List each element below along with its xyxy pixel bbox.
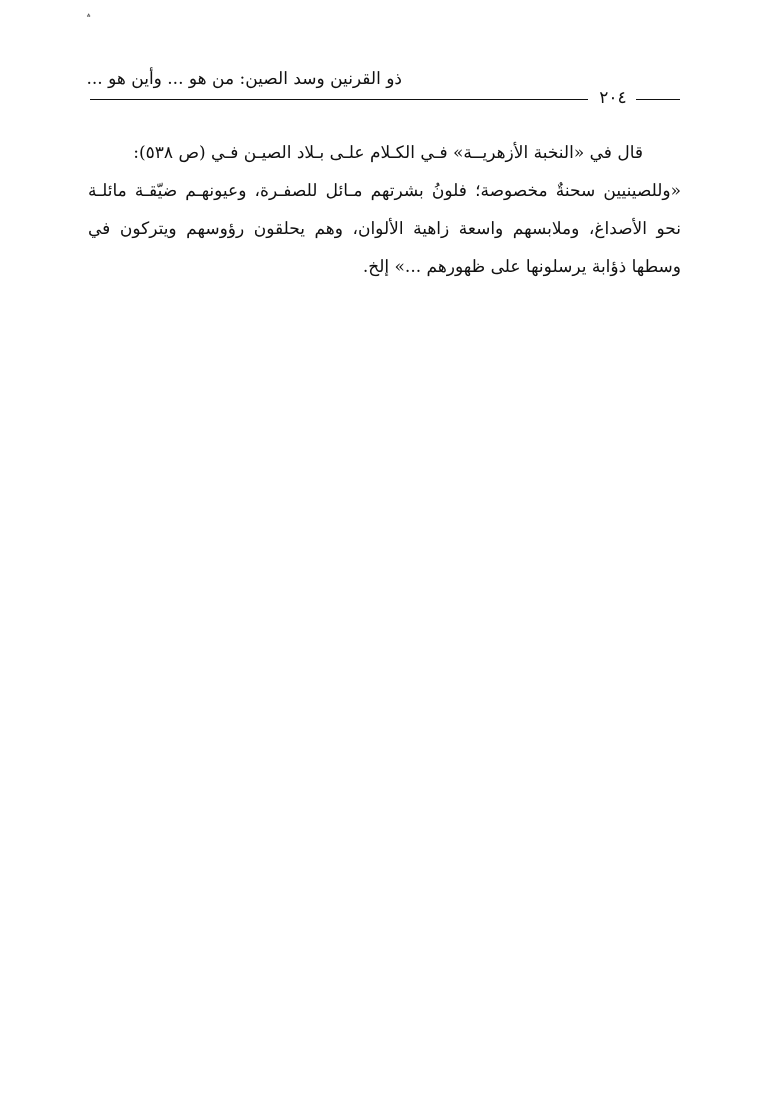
page-number: ٢٠٤ [599, 88, 627, 108]
running-title: ذو القرنين وسد الصين: من هو ... وأين هو ... [86, 69, 402, 89]
header-rule-left [90, 99, 588, 100]
scan-speck: ؞ [86, 14, 92, 24]
text-line-3: نحو الأصداغ، وملابسهم واسعة زاهية الألوان، وهم يحلقون رؤوسهم ويتركون في [88, 219, 681, 239]
page-header [86, 62, 680, 110]
text-line-2: «وللصينيين سحنةٌ مخصوصة؛ فلونُ بشرتهم مـائل للصفـرة، وعيونهـم ضيّقـة مائلـة [88, 181, 681, 201]
text-line-4: وسطها ذؤابة يرسلونها على ظهورهم ...» إلخ. [362, 257, 681, 277]
header-rule-right [636, 99, 680, 100]
body-paragraph [88, 134, 681, 286]
text-line-1: قال في «النخبة الأزهريــة» فـي الكـلام علـى بـلاد الصيـن فـي (ص ٥٣٨): [133, 143, 643, 163]
